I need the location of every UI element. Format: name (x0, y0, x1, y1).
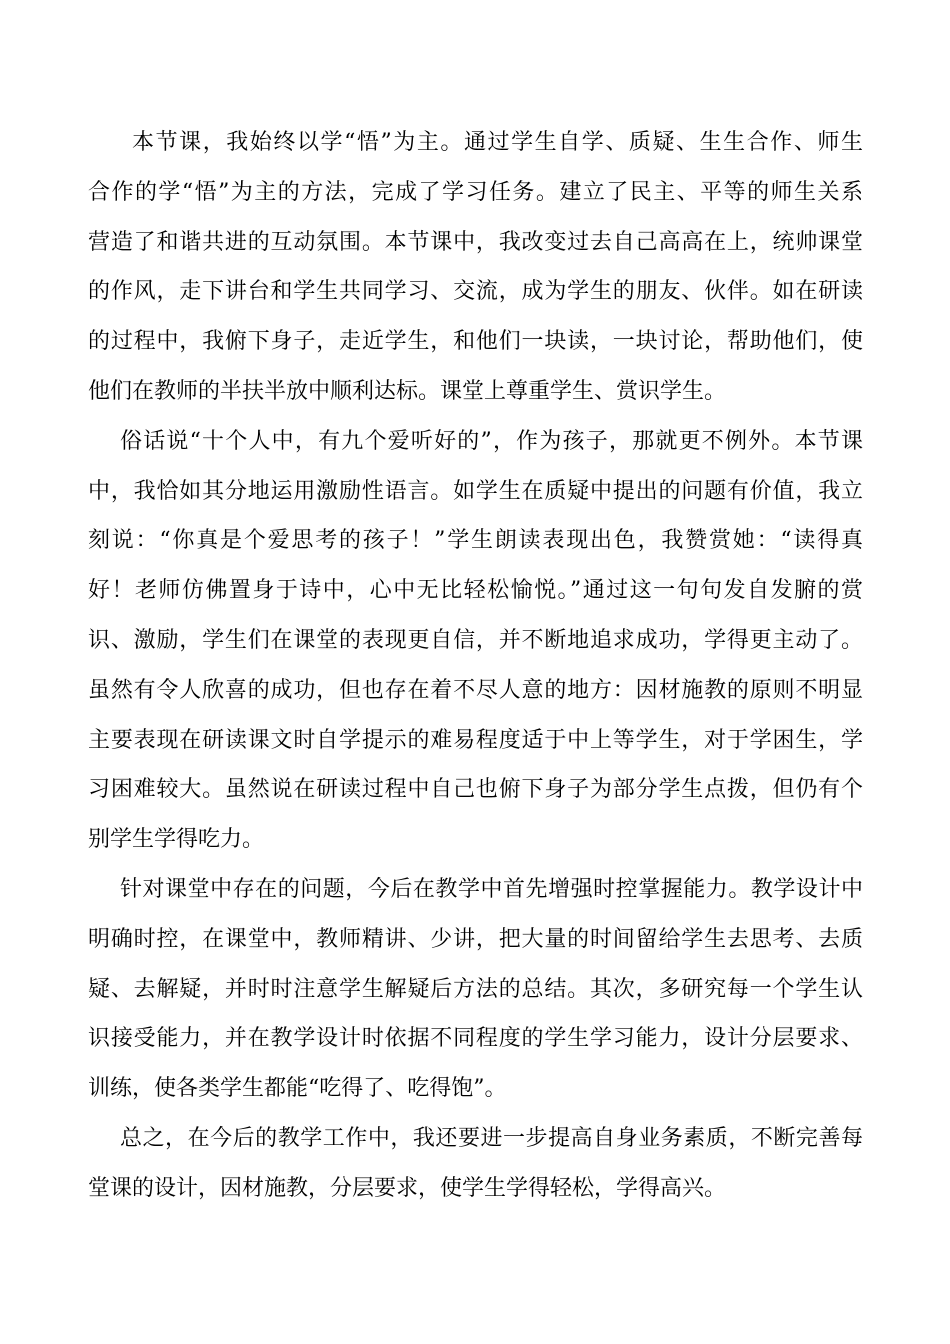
paragraph-line: 的作风，走下讲台和学生共同学习、交流，成为学生的朋友、伙伴。如在研读 (88, 279, 863, 305)
paragraph-line: 本节课，我始终以学“悟”为主。通过学生自学、质疑、生生合作、师生 (132, 130, 863, 155)
paragraph-line: 识、激励，学生们在课堂的表现更自信，并不断地追求成功，学得更主动了。 (88, 627, 863, 653)
paragraph-line: 虽然有令人欣喜的成功，但也存在着不尽人意的地方：因材施教的原则不明显 (88, 677, 863, 703)
paragraph-1 (88, 118, 863, 417)
paragraph-line: 习困难较大。虽然说在研读过程中自己也俯下身子为部分学生点拨，但仍有个 (88, 777, 863, 803)
paragraph-line: 训练，使各类学生都能“吃得了、吃得饱”。 (88, 1076, 507, 1102)
paragraph-line: 疑、去解疑，并时时注意学生解疑后方法的总结。其次，多研究每一个学生认 (88, 976, 863, 1002)
paragraph-line: 总之，在今后的教学工作中，我还要进一步提高自身业务素质，不断完善每 (120, 1125, 863, 1151)
paragraph-line: 他们在教师的半扶半放中顺利达标。课堂上尊重学生、赏识学生。 (88, 378, 727, 404)
paragraph-line: 俗话说“十个人中，有九个爱听好的”，作为孩子，那就更不例外。本节课 (120, 428, 863, 454)
paragraph-line: 针对课堂中存在的问题，今后在教学中首先增强时控掌握能力。教学设计中 (120, 876, 863, 902)
paragraph-line: 营造了和谐共进的互动氛围。本节课中，我改变过去自己高高在上，统帅课堂 (88, 229, 863, 255)
paragraph-line: 的过程中，我俯下身子，走近学生，和他们一块读，一块讨论，帮助他们，使 (88, 329, 863, 355)
paragraph-line: 合作的学“悟”为主的方法，完成了学习任务。建立了民主、平等的师生关系 (88, 179, 863, 205)
paragraph-line: 识接受能力，并在教学设计时依据不同程度的学生学习能力，设计分层要求、 (88, 1026, 863, 1052)
paragraph-line: 明确时控，在课堂中，教师精讲、少讲，把大量的时间留给学生去思考、去质 (88, 926, 863, 952)
paragraph-line: 中，我恰如其分地运用激励性语言。如学生在质疑中提出的问题有价值，我立 (88, 478, 863, 504)
paragraph-2 (88, 417, 863, 865)
paragraph-line: 好！老师仿佛置身于诗中，心中无比轻松愉悦。”通过这一句句发自发腑的赏 (88, 578, 863, 604)
paragraph-3 (88, 865, 863, 1114)
paragraph-line: 主要表现在研读课文时自学提示的难易程度适于中上等学生，对于学困生，学 (88, 727, 863, 753)
paragraph-4 (88, 1114, 863, 1214)
paragraph-line: 刻说：“你真是个爱思考的孩子！”学生朗读表现出色，我赞赏她：“读得真 (88, 528, 863, 554)
paragraph-line: 别学生学得吃力。 (88, 827, 265, 853)
paragraph-line: 堂课的设计，因材施教，分层要求，使学生学得轻松，学得高兴。 (88, 1175, 727, 1201)
document-body (88, 118, 863, 1214)
